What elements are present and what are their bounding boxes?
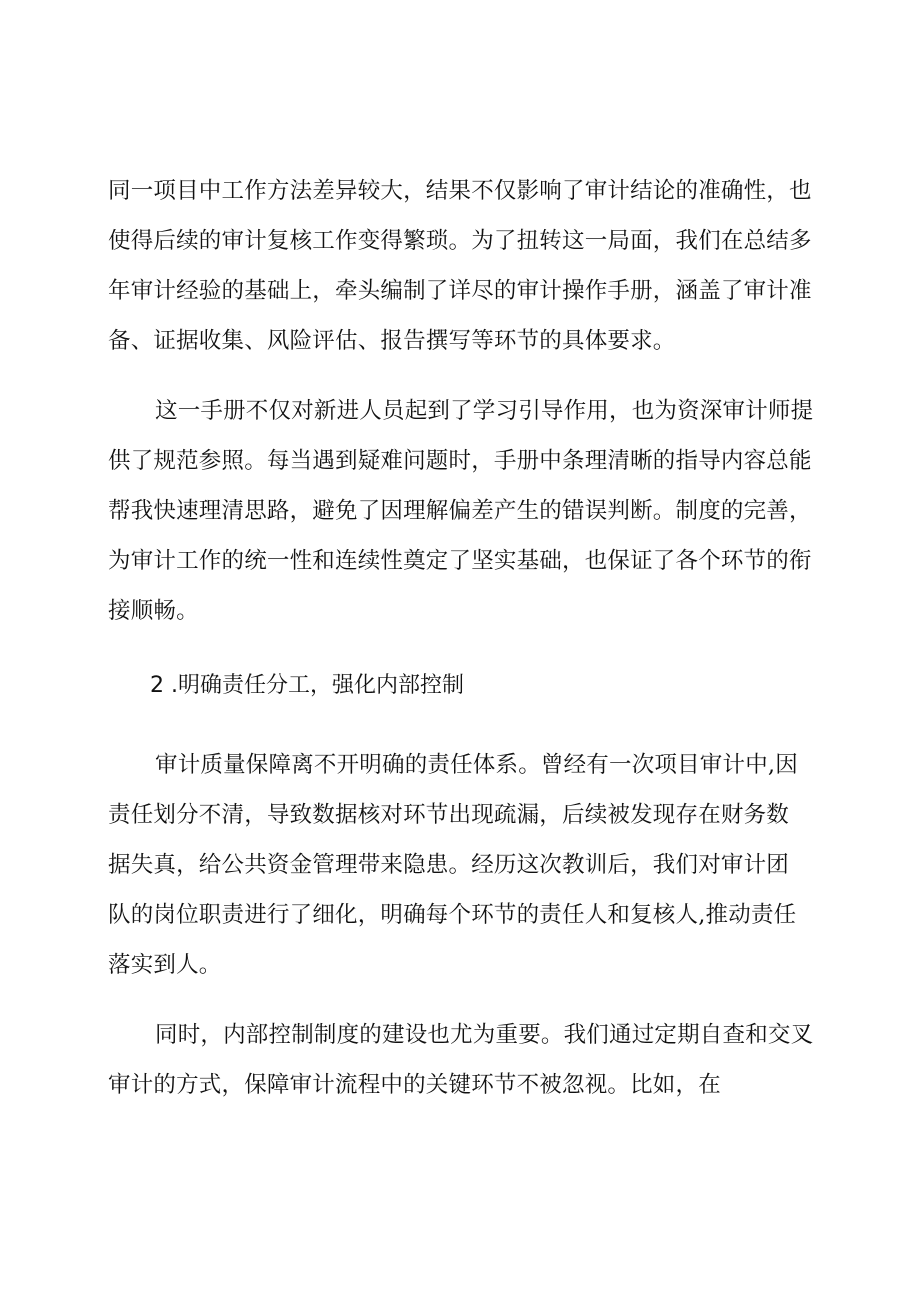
- paragraph-3-line-1: 审计质量保障离不开明确的责任体系。曾经有一次项目审计中,因: [155, 752, 798, 778]
- paragraph-2-line-5: 接顺畅。: [108, 598, 199, 624]
- paragraph-4-line-2: 审计的方式，保障审计流程中的关键环节不被忽视。比如，在: [108, 1072, 721, 1098]
- paragraph-4-line-1: 同时，内部控制制度的建设也尤为重要。我们通过定期自查和交叉: [155, 1022, 814, 1048]
- paragraph-1-line-3: 年审计经验的基础上，牵头编制了详尽的审计操作手册，涵盖了审计准: [108, 278, 812, 304]
- paragraph-3-line-3: 据失真，给公共资金管理带来隐患。经历这次教训后，我们对审计团: [108, 852, 790, 878]
- paragraph-1-line-4: 备、证据收集、风险评估、报告撰写等环节的具体要求。: [108, 328, 676, 354]
- section-heading: 2 .明确责任分工，强化内部控制: [150, 673, 464, 698]
- paragraph-2-line-1: 这一手册不仅对新进人员起到了学习引导作用，也为资深审计师提: [155, 398, 814, 424]
- paragraph-1-line-1: 同一项目中工作方法差异较大，结果不仅影响了审计结论的准确性，也: [108, 178, 812, 204]
- paragraph-1-line-2: 使得后续的审计复核工作变得繁琐。为了扭转这一局面，我们在总结多: [108, 228, 812, 254]
- paragraph-2-line-4: 为审计工作的统一性和连续性奠定了坚实基础，也保证了各个环节的衔: [108, 548, 812, 574]
- paragraph-3-line-5: 落实到人。: [108, 952, 222, 978]
- paragraph-3-line-4: 队的岗位职责进行了细化，明确每个环节的责任人和复核人,推动责任: [108, 902, 797, 928]
- paragraph-3-line-2: 责任划分不清，导致数据核对环节出现疏漏，后续被发现存在财务数: [108, 802, 790, 828]
- paragraph-2-line-2: 供了规范参照。每当遇到疑难问题时，手册中条理清晰的指导内容总能: [108, 448, 812, 474]
- paragraph-2-line-3: 帮我快速理清思路，避免了因理解偏差产生的错误判断。制度的完善，: [108, 498, 812, 524]
